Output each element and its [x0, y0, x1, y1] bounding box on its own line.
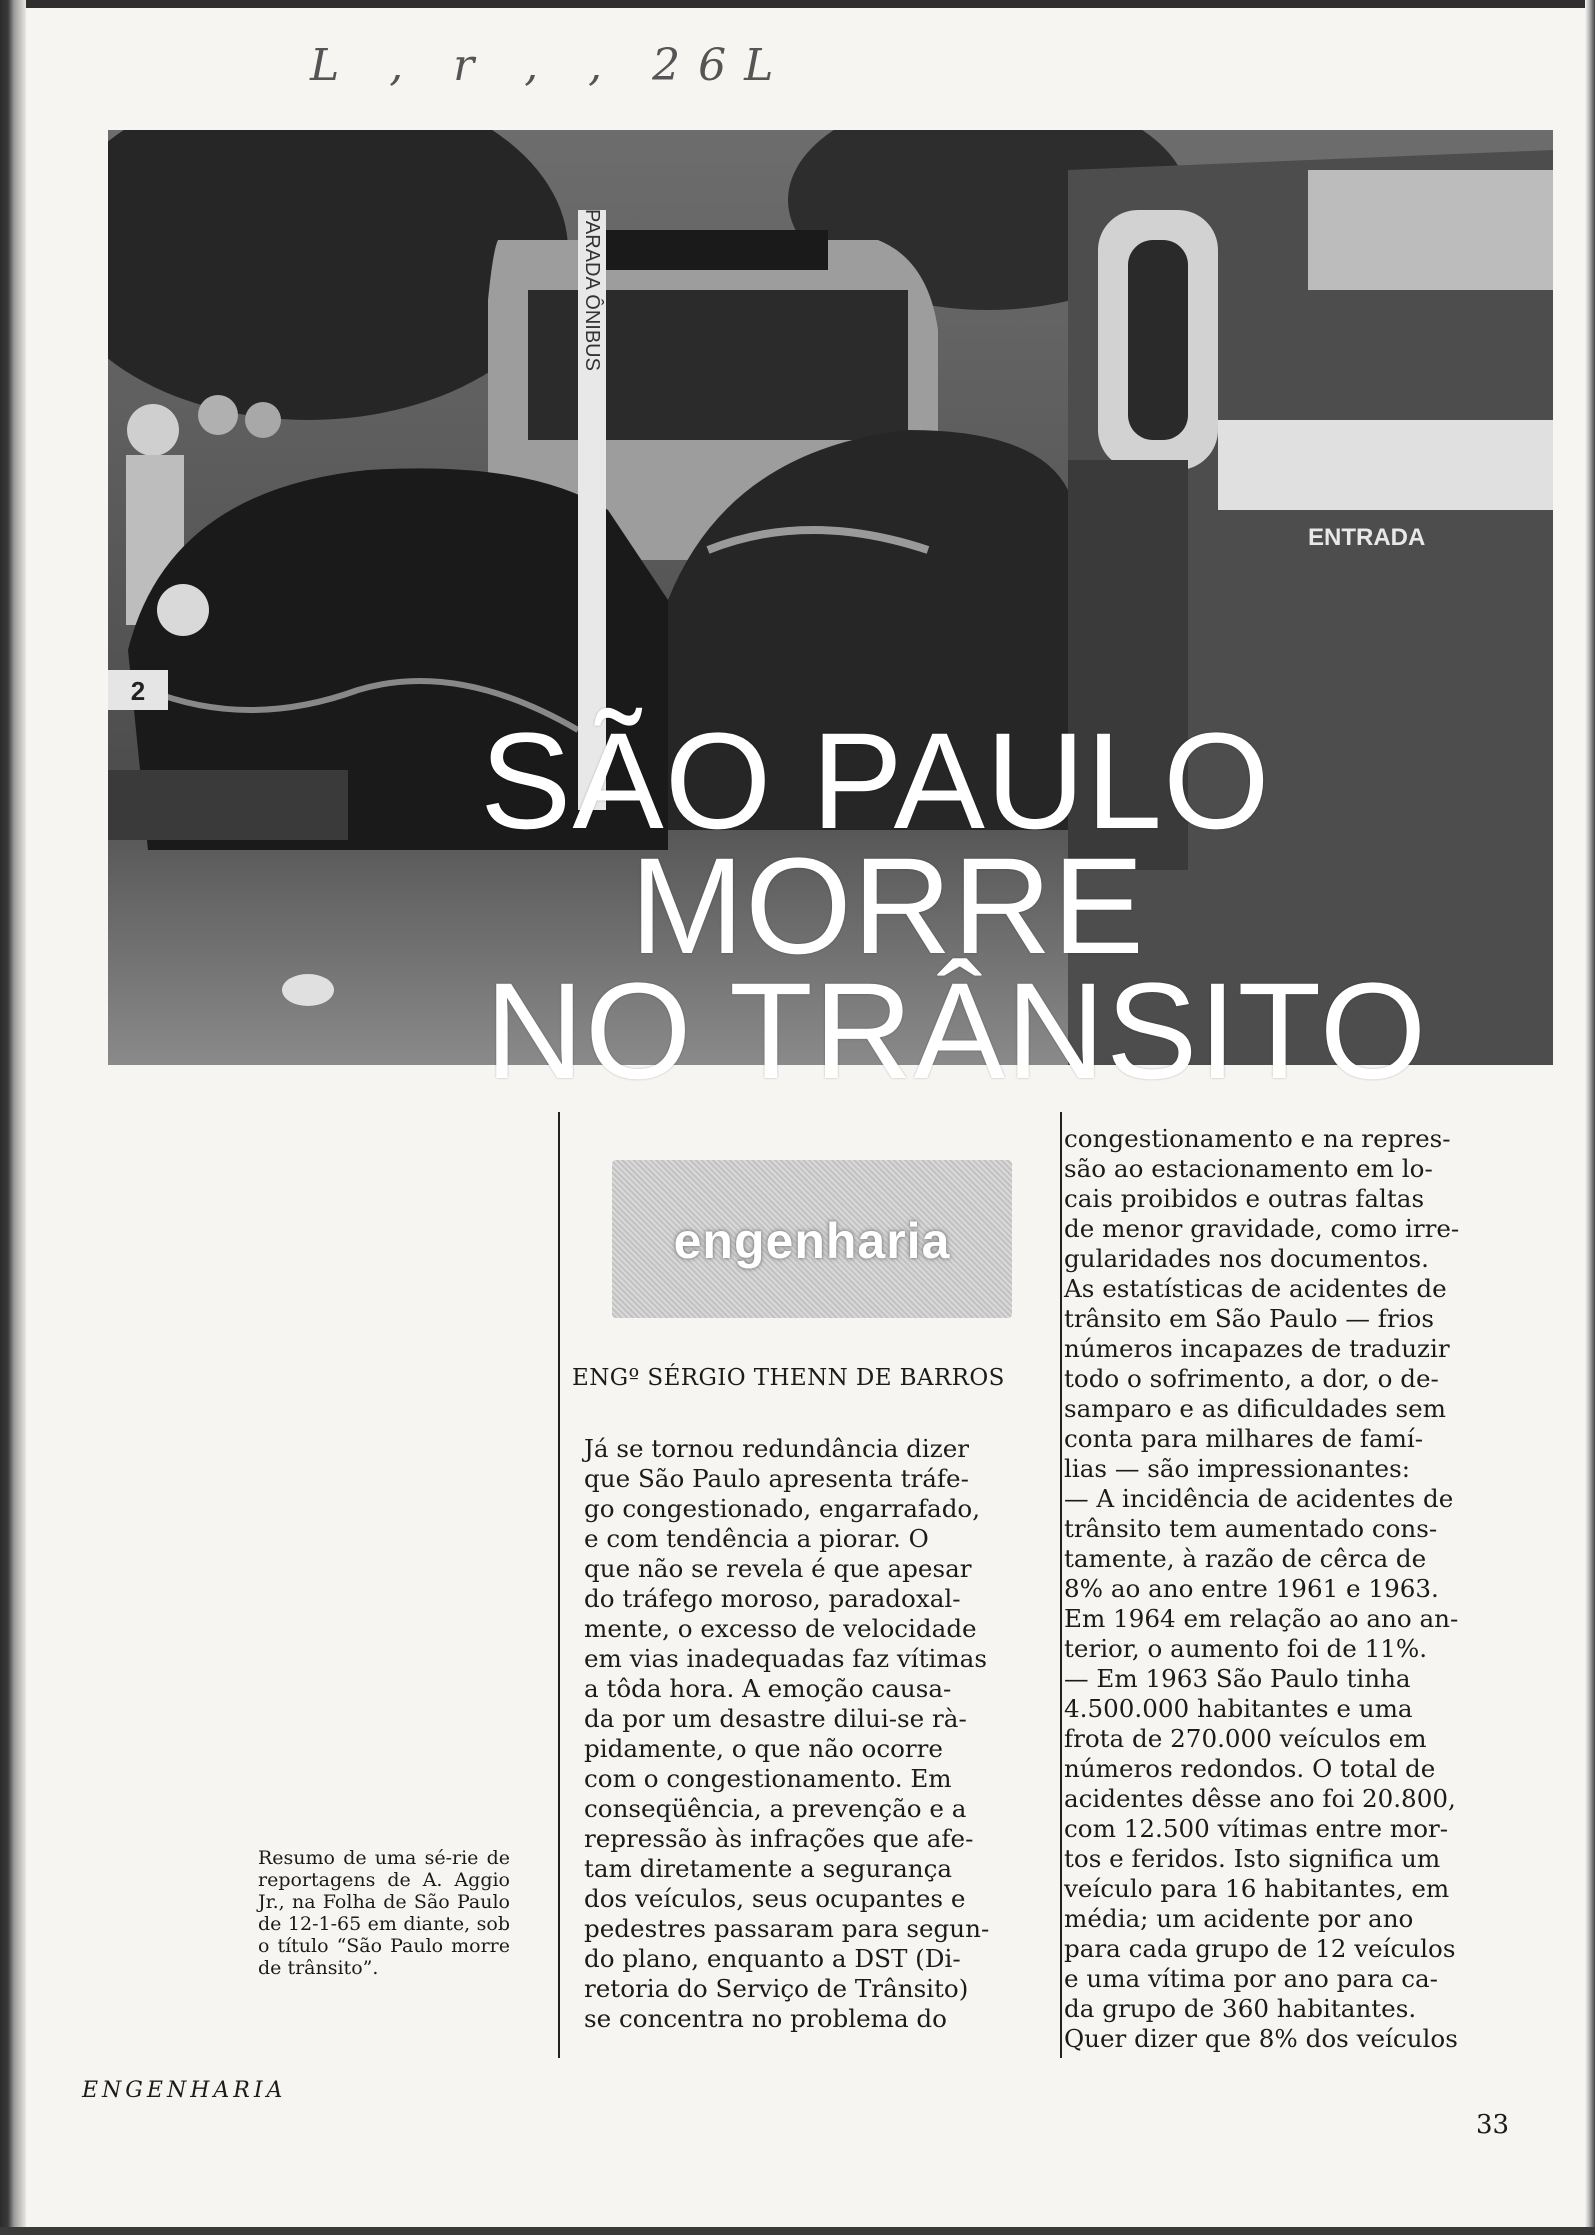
text-line: acidentes dêsse ano foi 20.800,	[1064, 1784, 1456, 1813]
text-line: todo o sofrimento, a dor, o de-	[1064, 1364, 1439, 1393]
text-line: em vias inadequadas faz vítimas	[584, 1644, 987, 1673]
article-column-3	[1064, 1124, 1516, 2054]
page-bottom-edge	[0, 2227, 1595, 2235]
license-plate-text: 2	[130, 676, 146, 706]
text-line: 4.500.000 habitantes e uma	[1064, 1694, 1413, 1723]
text-line: frota de 270.000 veículos em	[1064, 1724, 1427, 1753]
text-line: Quer dizer que 8% dos veículos	[1064, 2024, 1458, 2053]
text-line: lias — são impressionantes:	[1064, 1454, 1410, 1483]
text-line: da grupo de 360 habitantes.	[1064, 1994, 1417, 2023]
page-binding-shadow	[0, 0, 26, 2235]
text-line: do tráfego moroso, paradoxal-	[584, 1584, 961, 1613]
engenharia-logo	[612, 1160, 1012, 1318]
text-line: Já se tornou redundância dizer	[584, 1434, 970, 1463]
text-line: para cada grupo de 12 veículos	[1064, 1934, 1456, 1963]
crash-photo-illustration	[108, 130, 1553, 1065]
photo-caption: Resumo de uma sé-rie de reportagens de A. Aggio Jr., na Folha de São Paulo de 12-1-65 em diante, sob o título “São Paulo morre de trânsito”.	[258, 1847, 510, 1979]
text-line: terior, o aumento foi de 11%.	[1064, 1634, 1428, 1663]
text-line: tos e feridos. Isto significa um	[1064, 1844, 1441, 1873]
column-divider-left	[558, 1112, 560, 2058]
text-line: pidamente, o que não ocorre	[584, 1734, 943, 1763]
text-line: de menor gravidade, como irre-	[1064, 1214, 1460, 1243]
text-line: Em 1964 em relação ao ano an-	[1064, 1604, 1459, 1633]
text-line: que não se revela é que apesar	[584, 1554, 972, 1583]
text-line: e com tendência a piorar. O	[584, 1524, 929, 1553]
column-divider-right	[1060, 1112, 1062, 2058]
text-line: com 12.500 vítimas entre mor-	[1064, 1814, 1449, 1843]
text-line: congestionamento e na repres-	[1064, 1124, 1451, 1153]
text-line: dos veículos, seus ocupantes e	[584, 1884, 966, 1913]
text-line: — Em 1963 São Paulo tinha	[1064, 1664, 1411, 1693]
text-line: números redondos. O total de	[1064, 1754, 1436, 1783]
page-top-edge	[0, 0, 1595, 8]
headline-line-3: NO TRÂNSITO	[485, 955, 1428, 1108]
text-line: go congestionado, engarrafado,	[584, 1494, 981, 1523]
text-line: As estatísticas de acidentes de	[1064, 1274, 1447, 1303]
text-line: média; um acidente por ano	[1064, 1904, 1414, 1933]
text-line: se concentra no problema do	[584, 2004, 947, 2033]
bus-door-label: ENTRADA	[1308, 524, 1426, 551]
text-line: trânsito em São Paulo — frios	[1064, 1304, 1434, 1333]
logo-text: engenharia	[673, 1213, 951, 1269]
text-line: conseqüência, a prevenção e a	[584, 1794, 967, 1823]
bus-stop-sign-text: PARADA ÔNIBUS	[581, 209, 603, 371]
text-line: tamente, à razão de cêrca de	[1064, 1544, 1427, 1573]
page-right-edge	[1585, 0, 1595, 2235]
article-column-2	[584, 1434, 1022, 2034]
text-line: do plano, enquanto a DST (Di-	[584, 1944, 961, 1973]
text-line: tam diretamente a segurança	[584, 1854, 953, 1883]
text-line: cais proibidos e outras faltas	[1064, 1184, 1425, 1213]
text-line: pedestres passaram para segun-	[584, 1914, 990, 1943]
text-line: samparo e as dificuldades sem	[1064, 1394, 1446, 1423]
crash-photo	[108, 130, 1553, 1065]
text-line: repressão às infrações que afe-	[584, 1824, 974, 1853]
text-line: — A incidência de acidentes de	[1064, 1484, 1454, 1513]
handwritten-note: L , r , , 26L	[310, 40, 792, 91]
text-line: trânsito tem aumentado cons-	[1064, 1514, 1438, 1543]
text-line: gularidades nos documentos.	[1064, 1244, 1429, 1273]
text-line: mente, o excesso de velocidade	[584, 1614, 977, 1643]
text-line: retoria do Serviço de Trânsito)	[584, 1974, 969, 2003]
text-line: com o congestionamento. Em	[584, 1764, 952, 1793]
author-byline: ENGº SÉRGIO THENN DE BARROS	[572, 1365, 1005, 1391]
text-line: que São Paulo apresenta tráfe-	[584, 1464, 969, 1493]
text-line: números incapazes de traduzir	[1064, 1334, 1450, 1363]
text-line: e uma vítima por ano para ca-	[1064, 1964, 1438, 1993]
headline-line-1: SÃO PAULO	[480, 705, 1271, 858]
headline-line-2: MORRE	[630, 830, 1145, 983]
page-number: 33	[1476, 2110, 1510, 2140]
text-line: 8% ao ano entre 1961 e 1963.	[1064, 1574, 1439, 1603]
text-line: conta para milhares de famí-	[1064, 1424, 1424, 1453]
text-line: veículo para 16 habitantes, em	[1064, 1874, 1450, 1903]
text-line: da por um desastre dilui-se rà-	[584, 1704, 967, 1733]
text-line: a tôda hora. A emoção causa-	[584, 1674, 952, 1703]
text-line: são ao estacionamento em lo-	[1064, 1154, 1433, 1183]
magazine-name: ENGENHARIA	[82, 2078, 287, 2103]
